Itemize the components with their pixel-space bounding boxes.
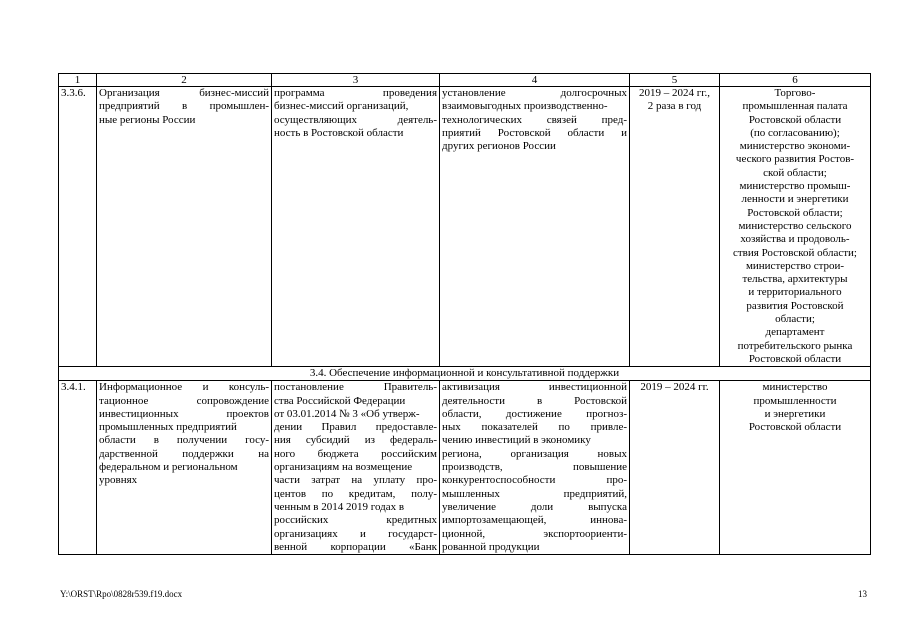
cell-line: и энергетики — [764, 407, 826, 420]
header-col-2: 2 — [97, 74, 272, 87]
result-cell — [440, 381, 630, 555]
cell-line: ческого развития Ростов- — [735, 153, 855, 166]
header-col-1: 1 — [59, 74, 97, 87]
cell-line: уровнях — [99, 474, 138, 487]
cell-line: части затрат на уплату про- — [274, 474, 437, 487]
cell-line: установление долгосрочных — [442, 87, 627, 99]
cell-line: дарственной поддержки на — [99, 447, 269, 460]
cell-line: ные регионы России — [99, 113, 196, 126]
executors-cell — [720, 381, 871, 555]
cell-line: 2 раза в год — [647, 100, 702, 113]
cell-line: Ростовской области — [748, 113, 842, 126]
header-col-3: 3 — [272, 74, 440, 87]
cell-line: венной корпорации «Банк — [274, 540, 437, 553]
cell-line: других регионов России — [442, 140, 556, 153]
result-cell — [440, 87, 630, 367]
cell-line: промышленности — [753, 394, 837, 407]
event-name-cell — [97, 381, 272, 555]
cell-line: российских кредитных — [274, 514, 437, 527]
cell-line: потребительского рынка — [737, 339, 853, 352]
cell-line: Ростовской области — [748, 352, 842, 365]
cell-line: дении Правил предоставле- — [274, 421, 437, 434]
cell-line: ных показателей по привле- — [442, 421, 627, 434]
table-row-3-4-1 — [59, 381, 871, 555]
header-col-5: 5 — [630, 74, 720, 87]
cell-line: импортозамещающей, иннова- — [442, 514, 627, 527]
header-col-6: 6 — [720, 74, 871, 87]
table-row-3-3-6 — [59, 87, 871, 367]
cell-line: постановление Правитель- — [274, 381, 437, 394]
cell-line: департамент — [765, 326, 825, 339]
cell-line: мышленных предприятий, — [442, 487, 627, 500]
cell-line: министерство промыш- — [739, 180, 851, 193]
cell-line: промышленная палата — [742, 100, 848, 113]
header-row — [59, 74, 871, 87]
cell-line: организациям на возмещение — [274, 461, 413, 474]
cell-line: региона, организация новых — [442, 447, 627, 460]
cell-line: инвестиционных проектов — [99, 407, 269, 420]
cell-line: Ростовской области — [748, 421, 842, 434]
page-number: 13 — [858, 589, 867, 599]
cell-line: осуществляющих деятель- — [274, 113, 437, 126]
cell-line: организациях и государст- — [274, 527, 437, 540]
cell-line: чению инвестиций в экономику — [442, 434, 591, 447]
basis-cell — [272, 381, 440, 555]
cell-line: центов по кредитам, полу- — [274, 487, 437, 500]
cell-line: взаимовыгодных производственно- — [442, 100, 608, 113]
footer-file-path: Y:\ORST\Rpo\0828r539.f19.docx — [60, 589, 183, 599]
cell-line: тационное сопровождение — [99, 394, 269, 407]
plan-table — [58, 73, 871, 555]
section-row — [59, 367, 871, 381]
cell-line: области в получении госу- — [99, 434, 269, 447]
cell-line: предприятий в промышлен- — [99, 100, 269, 113]
cell-line: (по согласованию); — [750, 126, 840, 139]
cell-line: развития Ростовской — [746, 299, 844, 312]
row-number: 3.4.1. — [59, 381, 97, 555]
cell-line: федеральном и региональном — [99, 461, 238, 474]
cell-line: промышленных предприятий — [99, 421, 237, 434]
cell-line: деятельности в Ростовской — [442, 394, 627, 407]
cell-line: активизация инвестиционной — [442, 381, 627, 394]
cell-line: министерство строи- — [745, 259, 845, 272]
period-cell — [630, 381, 720, 555]
cell-line: ния субсидий из федераль- — [274, 434, 437, 447]
cell-line: бизнес-миссий организаций, — [274, 100, 409, 113]
period-cell — [630, 87, 720, 367]
cell-line: 2019 – 2024 гг. — [640, 381, 709, 394]
cell-line: конкурентоспособности про- — [442, 474, 627, 487]
cell-line: ствия Ростовской области; — [732, 246, 857, 259]
cell-line: тельства, архитектуры — [742, 273, 848, 286]
cell-line: области, достижение прогноз- — [442, 407, 627, 420]
cell-line: приятий Ростовской области и — [442, 126, 627, 139]
cell-line: ционной, экспортоориенти- — [442, 527, 627, 540]
cell-line: Торгово- — [774, 87, 816, 99]
cell-line: рованной продукции — [442, 540, 540, 553]
cell-line: области; — [775, 313, 815, 326]
cell-line: технологических связей пред- — [442, 113, 627, 126]
cell-line: 2019 – 2024 гг., — [638, 87, 711, 99]
cell-line: ленности и энергетики — [741, 193, 849, 206]
cell-line: программа проведения — [274, 87, 437, 99]
cell-line: ченным в 2014 2019 годах в — [274, 500, 405, 513]
event-name-cell — [97, 87, 272, 367]
cell-line: министерство экономи- — [739, 140, 851, 153]
cell-line: ства Российской Федерации — [274, 394, 406, 407]
cell-line: ного бюджета российским — [274, 447, 437, 460]
cell-line: хозяйства и продоволь- — [740, 233, 850, 246]
cell-line: министерство сельского — [738, 219, 852, 232]
header-col-4: 4 — [440, 74, 630, 87]
cell-line: от 03.01.2014 № 3 «Об утверж- — [274, 407, 420, 420]
cell-line: ность в Ростовской области — [274, 126, 404, 139]
cell-line: министерство — [762, 381, 828, 394]
section-heading: 3.4. Обеспечение информационной и консультативной поддержки — [59, 367, 871, 381]
basis-cell — [272, 87, 440, 367]
cell-line: ской области; — [763, 166, 827, 179]
cell-line: производств, повышение — [442, 461, 627, 474]
cell-line: увеличение доли выпуска — [442, 500, 627, 513]
cell-line: Информационное и консуль- — [99, 381, 269, 394]
cell-line: и территориального — [748, 286, 842, 299]
cell-line: Ростовской области; — [747, 206, 843, 219]
row-number: 3.3.6. — [59, 87, 97, 367]
executors-cell — [720, 87, 871, 367]
cell-line: Организация бизнес-миссий — [99, 87, 269, 99]
